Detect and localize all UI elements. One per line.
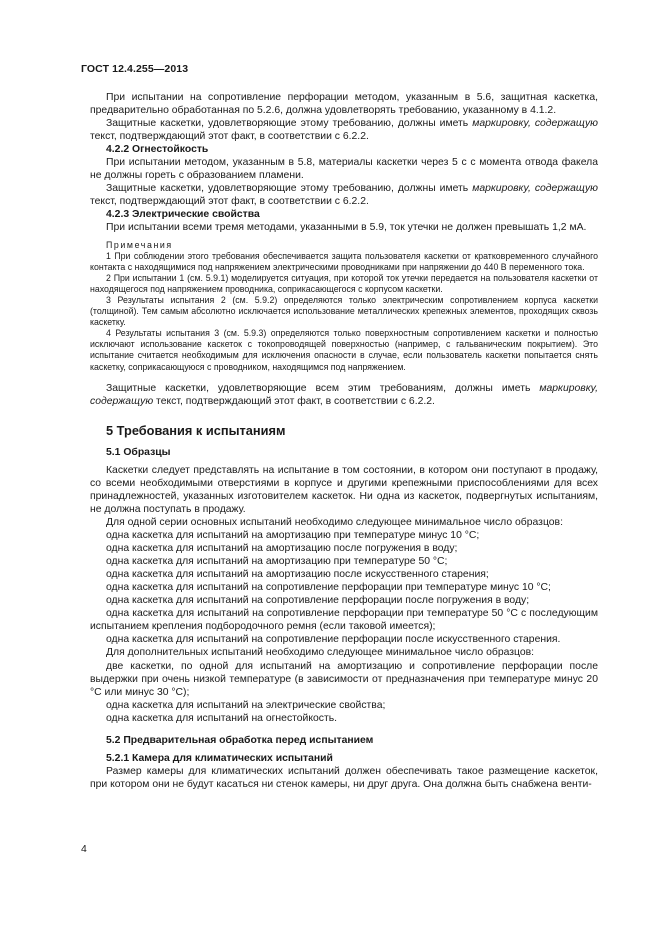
- list-item: одна каскетка для испытаний на амортизацию при температуре 50 °С;: [106, 556, 448, 568]
- list-item: одна каскетка для испытаний на сопротивление перфорации при температуре 50 °С с последующим испытанием крепления подбородочного ремня (если таковой имеется);: [90, 608, 598, 633]
- paragraph-climate-chamber: Размер камеры для климатических испытаний должен обеспечивать такое размещение каскеток, при котором они не будут касаться ни стенок камеры, ни друг друга. Она должна быть снабжена венти-: [90, 765, 598, 790]
- list-item: одна каскетка для испытаний на амортизацию после искусственного старения;: [106, 569, 489, 581]
- paragraph-perforation: При испытании на сопротивление перфорации методом, указанным в 5.6, защитная каскетка, предварительно обработанная по 5.2.6, должна удовлетворять требованию, указанному в 4.1.2.: [90, 92, 598, 117]
- page-number: 4: [81, 844, 87, 855]
- paragraph-marking-3: Защитные каскетки, удовлетворяющие всем этим требованиям, должны иметь маркировку, содержащую текст, подтверждающий этот факт, в соответствии с 6.2.2.: [90, 382, 598, 407]
- paragraph-additional-series: Для дополнительных испытаний необходимо следующее минимальное число образцов:: [106, 647, 535, 659]
- heading-4-2-3: 4.2.3 Электрические свойства: [106, 209, 260, 221]
- notes-title: Примечания: [106, 239, 173, 250]
- note-4: 4 Результаты испытания 3 (см. 5.9.3) определяются только поверхностным сопротивлением каскетки и полностью исключают использование каскеток с токопроводящей поверхностью (например, с гальваническим покрытием). Это испытание считается необходимым для исключения опасности в случае, если пользователь каскетки попытается снять каскетку, соприкасающуюся с проводником, находящимся под напряжением.: [90, 328, 598, 372]
- list-item: одна каскетка для испытаний на сопротивление перфорации при температуре минус 10 °С;: [106, 582, 551, 594]
- notes-block: [90, 240, 598, 373]
- heading-4-2-2: 4.2.2 Огнестойкость: [106, 144, 209, 156]
- heading-5-1: 5.1 Образцы: [106, 446, 171, 458]
- list-item: одна каскетка для испытаний на электрические свойства;: [106, 699, 386, 711]
- note-3: 3 Результаты испытания 2 (см. 5.9.2) определяются только электрическим сопротивлением корпуса каскетки (толщиной). Тем самым абсолютно исключается использование металлических крепежных элементов, проходящих сквозь каскетку.: [90, 294, 598, 328]
- paragraph-basic-series: Для одной серии основных испытаний необходимо следующее минимальное число образцов:: [106, 517, 563, 529]
- list-item: одна каскетка для испытаний на сопротивление перфорации после искусственного старения.: [106, 634, 561, 646]
- note-1: 1 При соблюдении этого требования обеспечивается защита пользователя каскетки от кратковременного случайного контакта с находящимися под напряжением электрическими проводниками при напряжении до 440 В переменного тока.: [90, 250, 598, 272]
- section-5-title: 5 Требования к испытаниям: [106, 422, 286, 438]
- list-item: одна каскетка для испытаний на огнестойкость.: [106, 712, 338, 724]
- note-2: 2 При испытании 1 (см. 5.9.1) моделируется ситуация, при которой ток утечки передается на пользователя каскетки от находящегося под напряжением проводника, соприкасающегося с корпусом каскетки.: [90, 272, 598, 294]
- page-body: [90, 91, 598, 791]
- list-item: одна каскетка для испытаний на сопротивление перфорации после погружения в воду;: [106, 595, 530, 607]
- heading-5-2-1: 5.2.1 Камера для климатических испытаний: [106, 752, 333, 764]
- paragraph-marking-1: Защитные каскетки, удовлетворяющие этому требованию, должны иметь маркировку, содержащую текст, подтверждающий этот факт, в соответствии с 6.2.2.: [90, 118, 598, 143]
- list-item: одна каскетка для испытаний на амортизацию после погружения в воду;: [106, 543, 458, 555]
- list-item: две каскетки, по одной для испытаний на амортизацию и сопротивление перфорации после выдержки при очень низкой температуре (в зависимости от предназначения при температуре минус 20 °С или минус 30 °С);: [90, 660, 598, 698]
- list-item: одна каскетка для испытаний на амортизацию при температуре минус 10 °С;: [106, 530, 480, 542]
- paragraph-leakage-current: При испытании всеми тремя методами, указанными в 5.9, ток утечки не должен превышать 1,2 мА.: [106, 222, 587, 234]
- paragraph-marking-2: Защитные каскетки, удовлетворяющие этому требованию, должны иметь маркировку, содержащую текст, подтверждающий этот факт, в соответствии с 6.2.2.: [90, 183, 598, 208]
- paragraph-flammability: При испытании методом, указанным в 5.8, материалы каскетки через 5 с с момента отвода факела не должны гореть с образованием пламени.: [90, 157, 598, 182]
- paragraph-samples: Каскетки следует представлять на испытание в том состоянии, в котором они поступают в продажу, со всеми необходимыми отверстиями в корпусе и другими крепежными приспособлениями для всех принадлежностей, указанных изготовителем каскеток. Ни одна из каскеток, подвергнутых испытаниям, не должна поступать в продажу.: [90, 464, 598, 515]
- document-header: ГОСТ 12.4.255—2013: [81, 63, 189, 75]
- heading-5-2: 5.2 Предварительная обработка перед испытанием: [106, 734, 374, 746]
